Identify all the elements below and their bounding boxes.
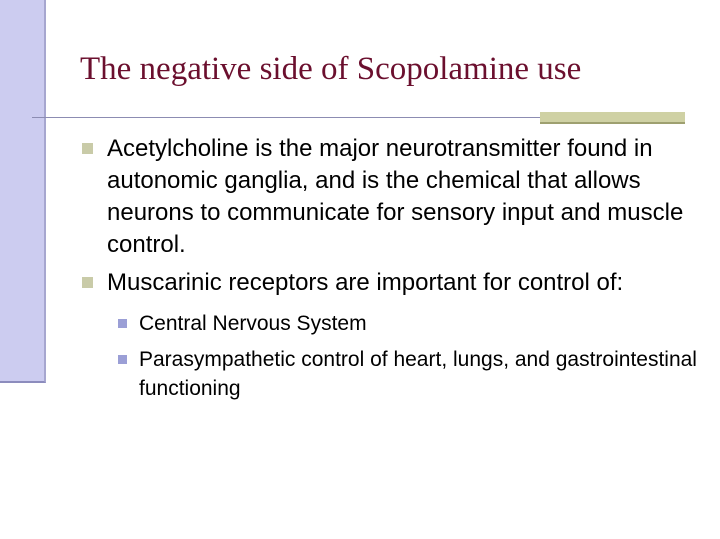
bullet-item — [80, 133, 700, 261]
bullet-item — [80, 267, 700, 403]
square-bullet-icon — [82, 143, 93, 154]
bullet-list — [80, 133, 700, 410]
sub-bullet-item — [115, 345, 700, 403]
sub-bullet-text: Central Nervous System — [139, 312, 367, 335]
square-sub-bullet-icon — [118, 355, 127, 364]
sub-bullet-list — [107, 309, 700, 403]
bullet-text: Muscarinic receptors are important for control of: — [107, 269, 624, 296]
bullet-text: Acetylcholine is the major neurotransmitter found in autonomic ganglia, and is the chemical that allows neurons to communicate for sensory input and muscle control. — [107, 135, 684, 258]
sub-bullet-text: Parasympathetic control of heart, lungs, and gastrointestinal functioning — [139, 348, 697, 400]
slide-title: The negative side of Scopolamine use — [80, 51, 582, 87]
side-decoration-bar — [0, 0, 46, 383]
title-underline-accent — [540, 112, 685, 124]
square-bullet-icon — [82, 277, 93, 288]
sub-bullet-item — [115, 309, 700, 338]
square-sub-bullet-icon — [118, 319, 127, 328]
title-underline — [32, 117, 542, 118]
